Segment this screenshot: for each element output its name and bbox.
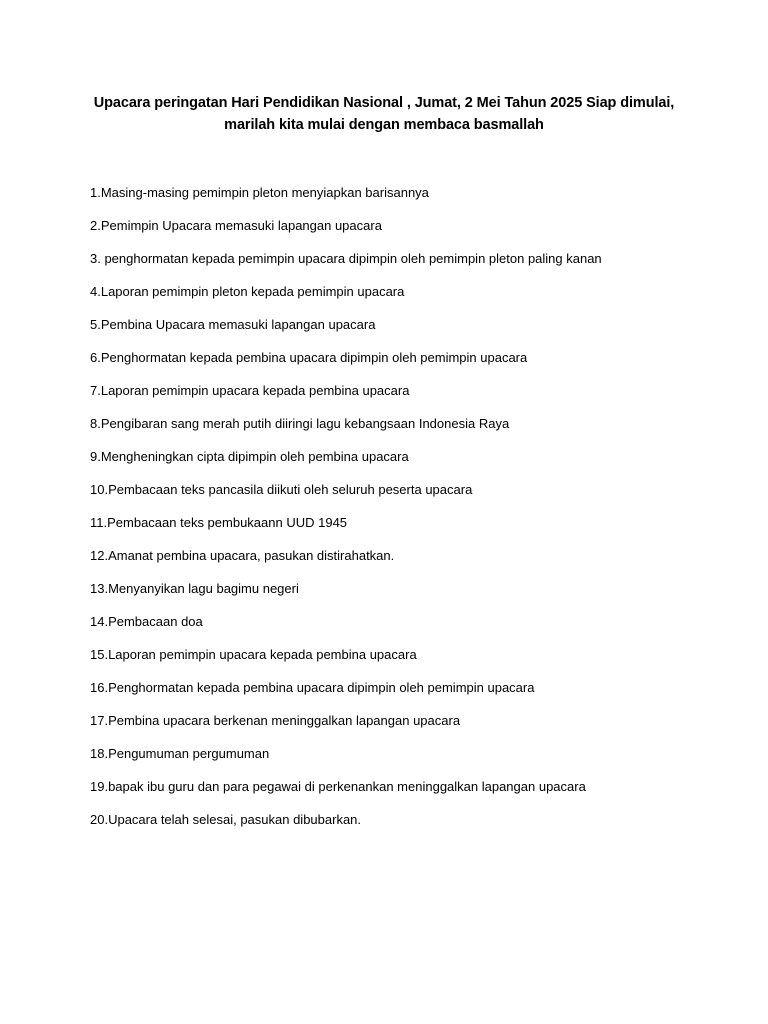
step-item: 11.Pembacaan teks pembukaann UUD 1945 — [90, 515, 348, 530]
ceremony-steps-list — [90, 183, 730, 843]
step-item: 12.Amanat pembina upacara, pasukan distirahatkan. — [90, 548, 395, 563]
title-line: marilah kita mulai dengan membaca basmallah — [224, 117, 544, 133]
step-item: 20.Upacara telah selesai, pasukan dibubarkan. — [90, 812, 362, 827]
title-line: Upacara peringatan Hari Pendidikan Nasional , Jumat, 2 Mei Tahun 2025 Siap dimulai, — [93, 95, 675, 111]
step-item: 9.Mengheningkan cipta dipimpin oleh pembina upacara — [90, 449, 409, 464]
step-item: 18.Pengumuman pergumuman — [90, 746, 270, 761]
step-item: 14.Pembacaan doa — [90, 614, 203, 629]
step-item: 5.Pembina Upacara memasuki lapangan upacara — [90, 317, 376, 332]
document-title — [60, 92, 708, 136]
step-item: 1.Masing-masing pemimpin pleton menyiapkan barisannya — [90, 185, 429, 200]
step-item: 3. penghormatan kepada pemimpin upacara dipimpin oleh pemimpin pleton paling kanan — [90, 251, 602, 266]
step-item: 2.Pemimpin Upacara memasuki lapangan upacara — [90, 218, 382, 233]
step-item: 10.Pembacaan teks pancasila diikuti oleh seluruh peserta upacara — [90, 482, 473, 497]
step-item: 16.Penghormatan kepada pembina upacara dipimpin oleh pemimpin upacara — [90, 680, 535, 695]
step-item: 6.Penghormatan kepada pembina upacara dipimpin oleh pemimpin upacara — [90, 350, 528, 365]
step-item: 15.Laporan pemimpin upacara kepada pembina upacara — [90, 647, 417, 662]
step-item: 7.Laporan pemimpin upacara kepada pembina upacara — [90, 383, 410, 398]
step-item: 8.Pengibaran sang merah putih diiringi lagu kebangsaan Indonesia Raya — [90, 416, 510, 431]
step-item: 13.Menyanyikan lagu bagimu negeri — [90, 581, 299, 596]
step-item: 19.bapak ibu guru dan para pegawai di perkenankan meninggalkan lapangan upacara — [90, 779, 586, 794]
step-item: 4.Laporan pemimpin pleton kepada pemimpin upacara — [90, 284, 405, 299]
step-item: 17.Pembina upacara berkenan meninggalkan lapangan upacara — [90, 713, 461, 728]
